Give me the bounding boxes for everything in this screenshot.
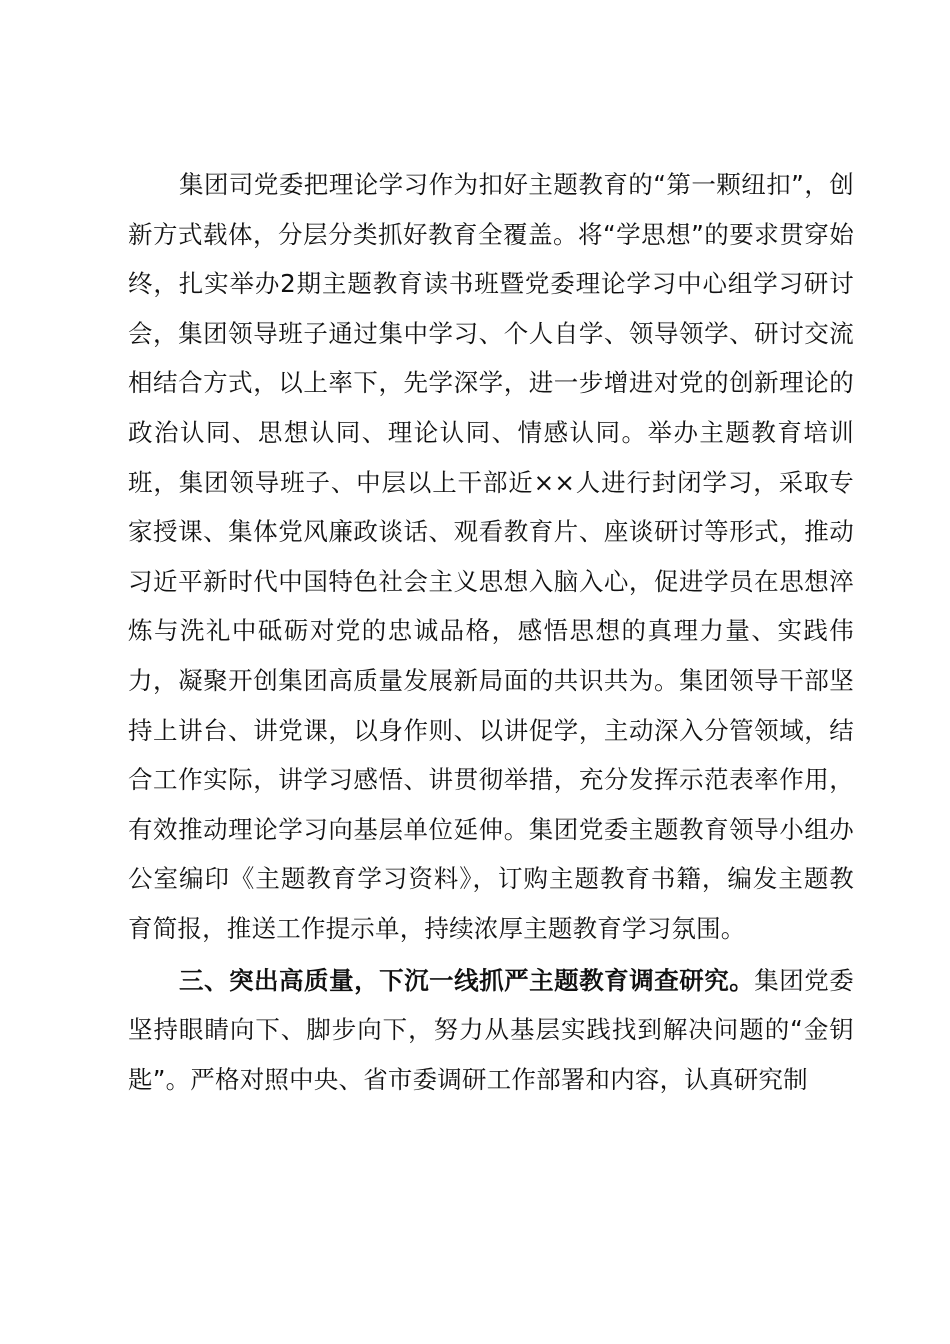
- paragraph-study-text: 集团司党委把理论学习作为扣好主题教育的“第一颗纽扣”，创新方式载体，分层分类抓好教育全覆盖。将“学思想”的要求贯穿始终，扎实举办2期主题教育读书班暨党委理论学习中心组学习研讨会，集团领导班子通过集中学习、个人自学、领导领学、研讨交流相结合方式，以上率下，先学深学，进一步增进对党的创新理论的政治认同、思想认同、理论认同、情感认同。举办主题教育培训班，集团领导班子、中层以上干部近××人进行封闭学习，采取专家授课、集体党风廉政谈话、观看教育片、座谈研讨等形式，推动习近平新时代中国特色社会主义思想入脑入心，促进学员在思想淬炼与洗礼中砥砺对党的忠诚品格，感悟思想的真理力量、实践伟力，凝聚开创集团高质量发展新局面的共识共为。集团领导干部坚持上讲台、讲党课，以身作则、以讲促学，主动深入分管领域，结合工作实际，讲学习感悟、讲贯彻举措，充分发挥示范表率作用，有效推动理论学习向基层单位延伸。集团党委主题教育领导小组办公室编印《主题教育学习资料》，订购主题教育书籍，编发主题教育简报，推送工作提示单，持续浓厚主题教育学习氛围。: [128, 170, 854, 943]
- paragraph-research-text: 集团党委坚持眼睛向下、脚步向下，努力从基层实践找到解决问题的“金钥匙”。严格对照中央、省市委调研工作部署和内容，认真研究制: [128, 965, 854, 1094]
- paragraph-study: [128, 160, 854, 954]
- section-heading-three: 三、突出高质量，下沉一线抓严主题教育调查研究。: [179, 965, 755, 995]
- document-body: [128, 160, 854, 1104]
- paragraph-research: [128, 956, 854, 1105]
